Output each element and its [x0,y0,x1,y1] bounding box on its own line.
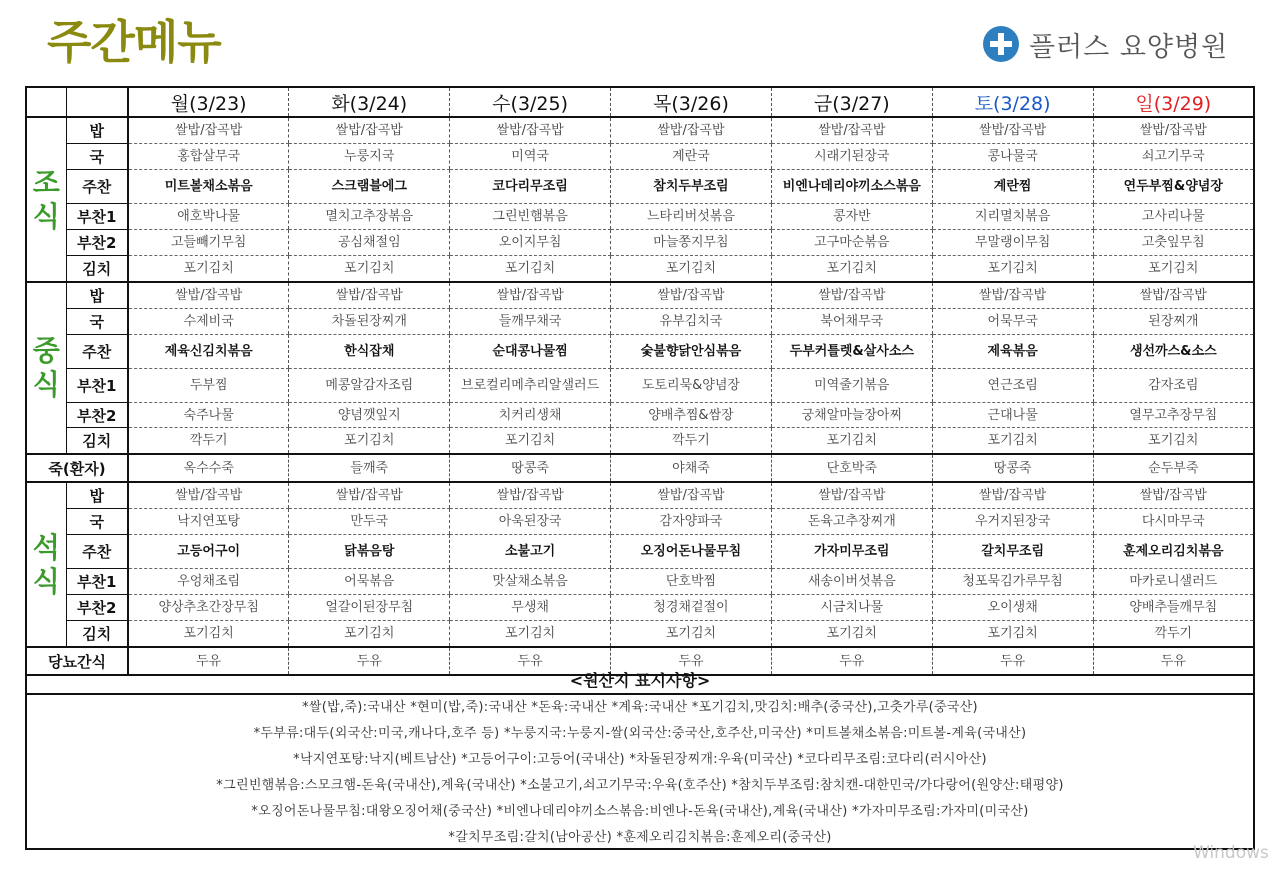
breakfast-label [26,117,66,282]
menu-cell: 고들빼기무침 [128,230,289,256]
menu-cell: 만두국 [289,509,450,535]
dinner-row [26,595,1254,621]
menu-cell: 멸치고추장볶음 [289,204,450,230]
menu-cell: 공심채절임 [289,230,450,256]
menu-cell: 궁채알마늘장아찌 [771,403,932,428]
menu-cell: 양념깻잎지 [289,403,450,428]
menu-cell: 쌀밥/잡곡밥 [450,282,611,309]
menu-cell: 애호박나물 [128,204,289,230]
porridge-label: 죽(환자) [26,454,128,482]
origin-line: *두부류:대두(외국산:미국,캐나다,호주 등) *누룽지국:누룽지-쌀(외국산:중국산,호주산,미국산) *미트볼채소볶음:미트볼-계육(국내산) [253,726,1027,741]
menu-cell: 포기김치 [771,256,932,283]
category-label: 부찬2 [66,595,128,621]
menu-cell: 쌀밥/잡곡밥 [128,117,289,144]
menu-cell: 콩자반 [771,204,932,230]
menu-cell: 포기김치 [932,428,1093,455]
diabetic_snack-label: 당뇨간식 [26,647,128,675]
menu-cell: 고사리나물 [1093,204,1254,230]
menu-cell: 쌀밥/잡곡밥 [611,482,772,509]
origin-line: *오징어돈나물무침:대왕오징어채(중국산) *비엔나데리야끼소스볶음:비엔나-돈육(국내산),계육(국내산) *가자미무조림:가자미(미국산) [251,804,1029,819]
menu-cell: 깍두기 [611,428,772,455]
breakfast-row [26,144,1254,170]
menu-cell: 시래기된장국 [771,144,932,170]
menu-cell: 포기김치 [611,256,772,283]
menu-cell: 포기김치 [128,256,289,283]
menu-cell: 쌀밥/잡곡밥 [128,282,289,309]
category-label: 부찬2 [66,230,128,256]
menu-cell: 양배추찜&쌈장 [611,403,772,428]
hospital-logo [983,24,1228,64]
menu-cell: 가자미무조림 [771,535,932,569]
menu-cell: 연두부찜&양념장 [1093,170,1254,204]
menu-cell: 포기김치 [932,256,1093,283]
day-header-saturday: 토(3/28) [932,87,1093,117]
menu-cell: 근대나물 [932,403,1093,428]
menu-cell: 옥수수죽 [128,454,289,482]
category-label: 부찬2 [66,403,128,428]
menu-cell: 도토리묵&양념장 [611,369,772,403]
breakfast-row [26,256,1254,283]
menu-cell: 홍합살무국 [128,144,289,170]
menu-cell: 생선까스&소스 [1093,335,1254,369]
menu-cell: 콩나물국 [932,144,1093,170]
menu-cell: 쌀밥/잡곡밥 [771,282,932,309]
menu-cell: 포기김치 [289,428,450,455]
origin-line: *그린빈햄볶음:스모크햄-돈육(국내산),계육(국내산) *소불고기,쇠고기무국:우육(호주산) *참치두부조림:참치캔-대한민국/가다랑어(원양산:태평양) [216,778,1064,793]
hospital-name: 플러스 요양병원 [1029,31,1229,63]
lunch-row [26,428,1254,455]
category-label: 밥 [66,482,128,509]
menu-cell: 쌀밥/잡곡밥 [932,282,1093,309]
dinner-label [26,482,66,647]
menu-cell: 북어채무국 [771,309,932,335]
menu-cell: 깍두기 [1093,621,1254,648]
lunch-row [26,309,1254,335]
menu-cell: 포기김치 [611,621,772,648]
lunch-label-char: 식 [32,368,60,401]
menu-cell: 단호박찜 [611,569,772,595]
day-header-row [26,87,1254,117]
menu-cell: 얼갈이된장무침 [289,595,450,621]
menu-cell: 두유 [289,647,450,675]
menu-cell: 땅콩죽 [450,454,611,482]
menu-cell: 포기김치 [450,256,611,283]
origin-line: *쌀(밥,죽):국내산 *현미(밥,죽):국내산 *돈육:국내산 *계육:국내산 *포기김치,맛김치:배추(중국산),고춧가루(중국산) [302,700,978,715]
menu-cell: 무생채 [450,595,611,621]
menu-cell: 유부김치국 [611,309,772,335]
menu-cell: 쌀밥/잡곡밥 [1093,482,1254,509]
menu-cell: 수제비국 [128,309,289,335]
menu-cell: 오이지무침 [450,230,611,256]
menu-cell: 코다리무조림 [450,170,611,204]
porridge-row [26,454,1254,482]
category-label: 김치 [66,256,128,283]
menu-cell: 청경채겉절이 [611,595,772,621]
breakfast-row [26,117,1254,144]
category-label: 김치 [66,428,128,455]
menu-cell: 고구마순볶음 [771,230,932,256]
menu-cell: 쌀밥/잡곡밥 [450,482,611,509]
day-header: 금(3/27) [771,87,932,117]
lunch-label [26,282,66,454]
menu-cell: 쌀밥/잡곡밥 [289,282,450,309]
menu-cell: 미역국 [450,144,611,170]
menu-cell: 포기김치 [128,621,289,648]
day-header: 수(3/25) [450,87,611,117]
lunch-row [26,369,1254,403]
category-label: 국 [66,509,128,535]
menu-cell: 청포묵김가루무침 [932,569,1093,595]
origin-notice [25,669,1255,850]
menu-cell: 제육신김치볶음 [128,335,289,369]
origin-line: *갈치무조림:갈치(남아공산) *훈제오리김치볶음:훈제오리(중국산) [448,830,832,845]
menu-cell: 다시마무국 [1093,509,1254,535]
menu-cell: 참치두부조림 [611,170,772,204]
menu-cell: 브로컬리메추리알샐러드 [450,369,611,403]
day-header: 월(3/23) [128,87,289,117]
windows-watermark: Windows [1193,843,1269,863]
lunch-row [26,335,1254,369]
menu-cell: 어묵무국 [932,309,1093,335]
menu-cell: 차돌된장찌개 [289,309,450,335]
menu-cell: 들깨무채국 [450,309,611,335]
menu-cell: 숙주나물 [128,403,289,428]
menu-cell: 미역줄기볶음 [771,369,932,403]
menu-cell: 쌀밥/잡곡밥 [611,282,772,309]
menu-cell: 숯불향닭안심볶음 [611,335,772,369]
menu-cell: 된장찌개 [1093,309,1254,335]
menu-cell: 두유 [450,647,611,675]
menu-cell: 계란찜 [932,170,1093,204]
category-label: 밥 [66,117,128,144]
menu-cell: 우거지된장국 [932,509,1093,535]
menu-cell: 쌀밥/잡곡밥 [932,117,1093,144]
lunch-row [26,403,1254,428]
menu-cell: 땅콩죽 [932,454,1093,482]
menu-cell: 포기김치 [1093,256,1254,283]
menu-cell: 두유 [128,647,289,675]
menu-cell: 소불고기 [450,535,611,569]
dinner-row [26,535,1254,569]
menu-cell: 포기김치 [932,621,1093,648]
menu-cell: 지리멸치볶음 [932,204,1093,230]
menu-cell: 치커리생채 [450,403,611,428]
breakfast-label-char: 조 [32,165,60,199]
page-title: 주간메뉴 [47,15,221,69]
day-header: 목(3/26) [611,87,772,117]
menu-cell: 마카로니샐러드 [1093,569,1254,595]
menu-cell: 두유 [611,647,772,675]
category-label: 국 [66,144,128,170]
menu-cell: 낙지연포탕 [128,509,289,535]
dinner-row [26,621,1254,648]
menu-cell: 돈육고추장찌개 [771,509,932,535]
menu-cell: 갈치무조림 [932,535,1093,569]
menu-cell: 포기김치 [771,621,932,648]
menu-cell: 고등어구이 [128,535,289,569]
menu-cell: 두유 [932,647,1093,675]
menu-cell: 두부커틀렛&살사소스 [771,335,932,369]
menu-cell: 순두부죽 [1093,454,1254,482]
menu-cell: 포기김치 [289,621,450,648]
menu-cell: 비엔나데리야끼소스볶음 [771,170,932,204]
menu-cell: 쇠고기무국 [1093,144,1254,170]
breakfast-row [26,170,1254,204]
category-label: 밥 [66,282,128,309]
category-label: 주찬 [66,335,128,369]
menu-cell: 포기김치 [289,256,450,283]
menu-cell: 마늘쫑지무침 [611,230,772,256]
menu-cell: 쌀밥/잡곡밥 [611,117,772,144]
menu-cell: 쌀밥/잡곡밥 [932,482,1093,509]
menu-cell: 우엉채조림 [128,569,289,595]
day-header-sunday: 일(3/29) [1093,87,1254,117]
menu-cell: 누룽지국 [289,144,450,170]
menu-cell: 포기김치 [771,428,932,455]
dinner-row [26,509,1254,535]
lunch-row [26,282,1254,309]
menu-cell: 계란국 [611,144,772,170]
menu-cell: 두부찜 [128,369,289,403]
menu-cell: 포기김치 [450,621,611,648]
category-label: 주찬 [66,535,128,569]
menu-cell: 훈제오리김치볶음 [1093,535,1254,569]
menu-cell: 쌀밥/잡곡밥 [771,117,932,144]
menu-cell: 쌀밥/잡곡밥 [1093,117,1254,144]
origin-title: <원산지 표시사항> [27,669,1253,695]
breakfast-row [26,204,1254,230]
menu-cell: 그린빈햄볶음 [450,204,611,230]
menu-cell: 아욱된장국 [450,509,611,535]
menu-cell: 두유 [771,647,932,675]
menu-cell: 한식잡채 [289,335,450,369]
menu-cell: 감자조림 [1093,369,1254,403]
category-label: 부찬1 [66,204,128,230]
menu-cell: 오이생채 [932,595,1093,621]
breakfast-row [26,230,1254,256]
menu-cell: 쌀밥/잡곡밥 [1093,282,1254,309]
menu-cell: 제육볶음 [932,335,1093,369]
menu-cell: 무말랭이무침 [932,230,1093,256]
menu-cell: 스크램블에그 [289,170,450,204]
menu-cell: 새송이버섯볶음 [771,569,932,595]
menu-cell: 닭볶음탕 [289,535,450,569]
menu-cell: 포기김치 [1093,428,1254,455]
menu-cell: 열무고추장무침 [1093,403,1254,428]
menu-cell: 단호박죽 [771,454,932,482]
dinner-row [26,482,1254,509]
menu-cell: 시금치나물 [771,595,932,621]
menu-cell: 쌀밥/잡곡밥 [128,482,289,509]
menu-cell: 느타리버섯볶음 [611,204,772,230]
menu-cell: 고춧잎무침 [1093,230,1254,256]
category-label: 부찬1 [66,369,128,403]
dinner-label-char: 식 [32,564,60,598]
category-label: 김치 [66,621,128,648]
menu-cell: 들깨죽 [289,454,450,482]
header-corner [66,87,128,117]
menu-cell: 미트볼채소볶음 [128,170,289,204]
category-label: 주찬 [66,170,128,204]
menu-cell: 감자양파국 [611,509,772,535]
menu-cell: 야채죽 [611,454,772,482]
weekly-menu-table [25,86,1255,676]
category-label: 부찬1 [66,569,128,595]
menu-cell: 두유 [1093,647,1254,675]
menu-cell: 메콩알감자조림 [289,369,450,403]
menu-cell: 양배추들깨무침 [1093,595,1254,621]
category-label: 국 [66,309,128,335]
menu-cell: 포기김치 [450,428,611,455]
menu-cell: 쌀밥/잡곡밥 [289,117,450,144]
menu-cell: 맛살채소볶음 [450,569,611,595]
day-header: 화(3/24) [289,87,450,117]
menu-cell: 쌀밥/잡곡밥 [289,482,450,509]
menu-cell: 어묵볶음 [289,569,450,595]
dinner-row [26,569,1254,595]
menu-cell: 연근조림 [932,369,1093,403]
menu-cell: 쌀밥/잡곡밥 [450,117,611,144]
lunch-label-char: 중 [32,334,60,367]
menu-cell: 오징어돈나물무침 [611,535,772,569]
menu-cell: 양상추초간장무침 [128,595,289,621]
menu-cell: 순대콩나물찜 [450,335,611,369]
menu-cell: 쌀밥/잡곡밥 [771,482,932,509]
menu-cell: 깍두기 [128,428,289,455]
plus-cross-icon [983,26,1019,62]
breakfast-label-char: 식 [32,199,60,233]
dinner-label-char: 석 [32,530,60,564]
header-corner [26,87,66,117]
origin-line: *낙지연포탕:낙지(베트남산) *고등어구이:고등어(국내산) *차돌된장찌개:우육(미국산) *코다리무조림:코다리(러시아산) [293,752,987,767]
